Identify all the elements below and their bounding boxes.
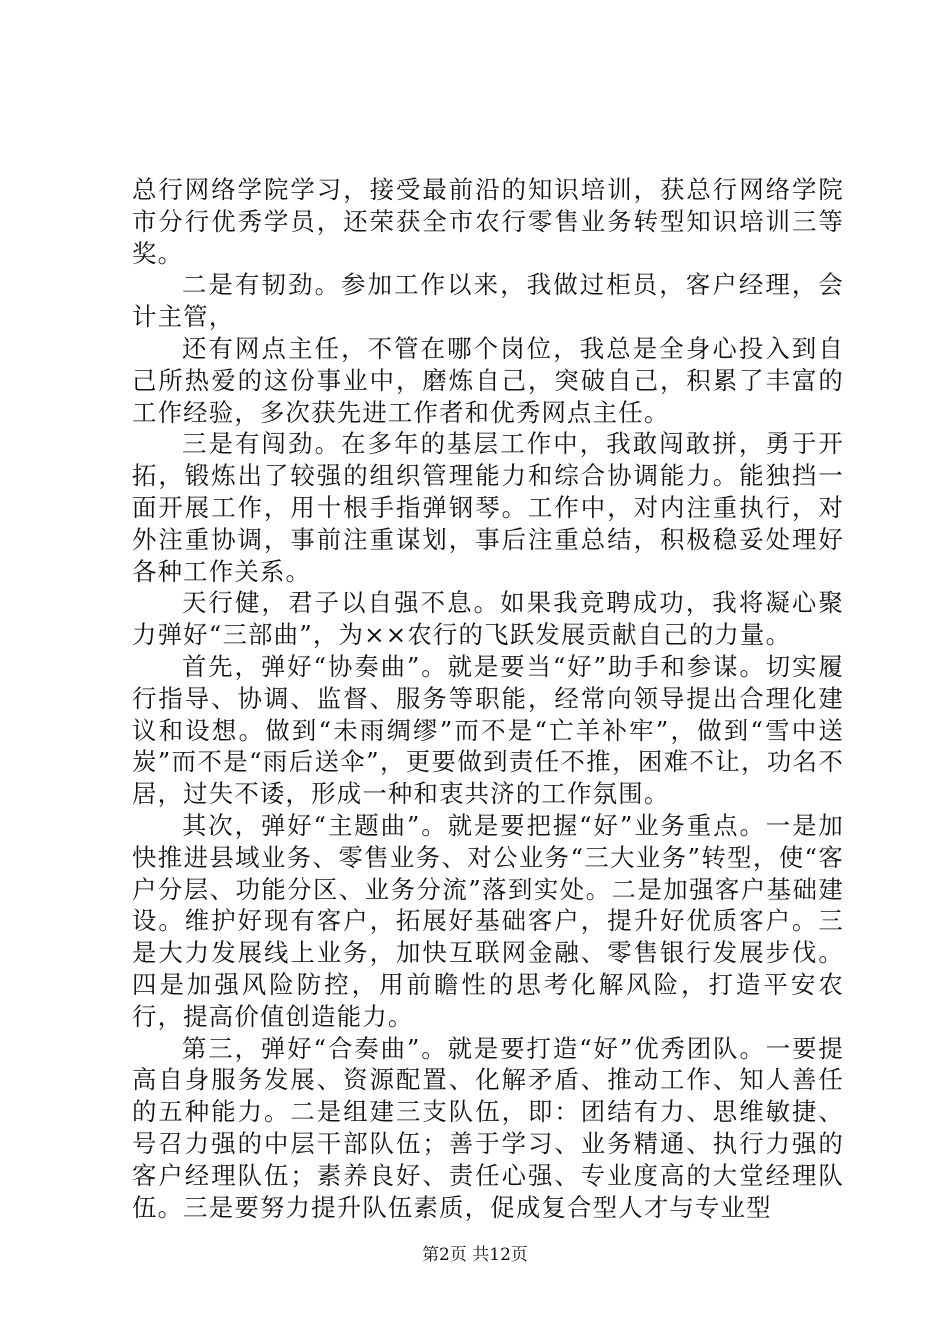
page-footer: 第2页 共12页 — [422, 1245, 528, 1265]
paragraph: 总行网络学院学习，接受最前沿的知识培训，获总行网络学院市分行优秀学员，还荣获全市农行零售业务转型知识培训三等奖。 — [132, 175, 844, 268]
paragraph: 还有网点主任，不管在哪个岗位，我总是全身心投入到自己所热爱的这份事业中，磨炼自己，突破自己，积累了丰富的工作经验，多次获先进工作者和优秀网点主任。 — [132, 333, 844, 427]
paragraph: 三是有闯劲。在多年的基层工作中，我敢闯敢拼，勇于开拓，锻炼出了较强的组织管理能力和综合协调能力。能独挡一面开展工作，用十根手指弹钢琴。工作中，对内注重执行，对外注重协调，事前注重谋划，事后注重总结，积极稳妥处理好各种工作关系。 — [132, 429, 844, 586]
paragraph: 天行健，君子以自强不息。如果我竞聘成功，我将凝心聚力弹好“三部曲”，为××农行的飞跃发展贡献自己的力量。 — [132, 588, 844, 650]
paragraph: 其次，弹好“主题曲”。就是要把握“好”业务重点。一是加快推进县域业务、零售业务、对公业务“三大业务”转型，使“客户分层、功能分区、业务分流”落到实处。二是加强客户基础建设。维护好现有客户，拓展好基础客户，提升好优质客户。三是大力发展线上业务，加快互联网金融、零售银行发展步伐。四是加强风险防控，用前瞻性的思考化解风险，打造平安农行，提高价值创造能力。 — [132, 810, 844, 1031]
paragraph: 第三，弹好“合奏曲”。就是要打造“好”优秀团队。一要提高自身服务发展、资源配置、化解矛盾、推动工作、知人善任的五种能力。二是组建三支队伍，即：团结有力、思维敏捷、号召力强的中层干部队伍；善于学习、业务精通、执行力强的客户经理队伍；素养良好、责任心强、专业度高的大堂经理队伍。三是要努力提升队伍素质，促成复合型人才与专业型 — [132, 1033, 844, 1222]
paragraph: 首先，弹好“协奏曲”。就是要当“好”助手和参谋。切实履行指导、协调、监督、服务等职能，经常向领导提出合理化建议和设想。做到“未雨绸缪”而不是“亡羊补牢”，做到“雪中送炭”而不是“雨后送伞”，更要做到责任不推，困难不让，功名不居，过失不诿，形成一种和衷共济的工作氛围。 — [132, 651, 844, 809]
document-body — [132, 174, 844, 1223]
paragraph: 二是有韧劲。参加工作以来，我做过柜员，客户经理，会计主管， — [132, 270, 844, 332]
